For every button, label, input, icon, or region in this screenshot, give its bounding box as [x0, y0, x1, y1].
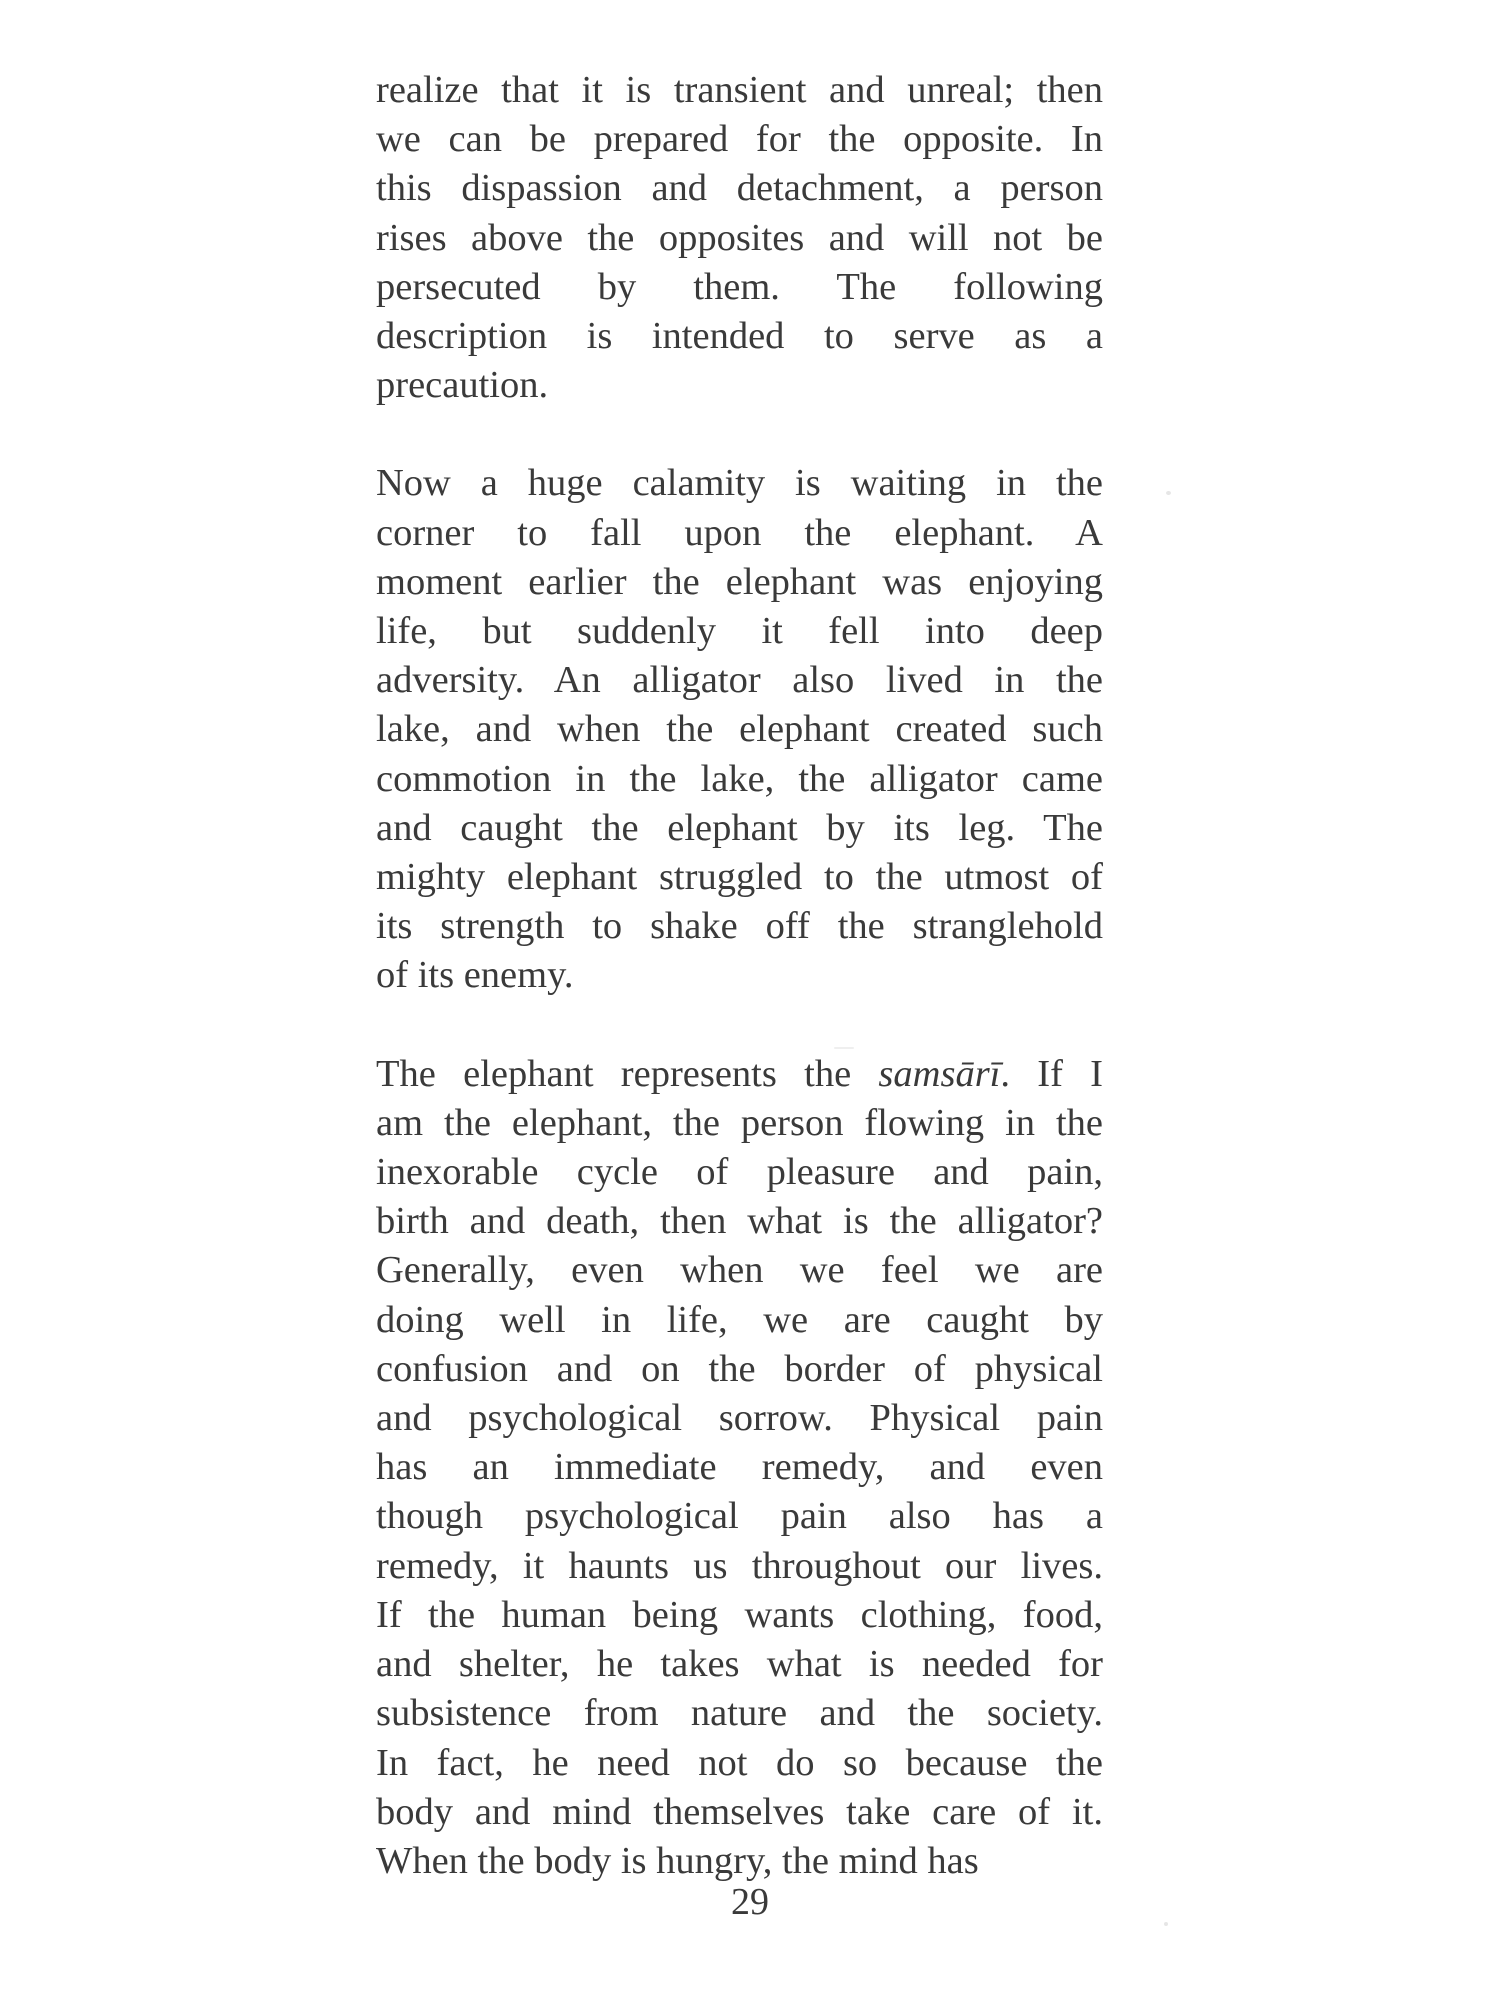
- text-line: Generally, even when we feel we are: [376, 1249, 1103, 1292]
- text-line: description is intended to serve as a: [376, 315, 1103, 358]
- text-line: adversity. An alligator also lived in the: [376, 659, 1103, 702]
- paragraph-gap: [376, 410, 1103, 459]
- text-line: If the human being wants clothing, food,: [376, 1593, 1103, 1636]
- paragraph-2: [376, 459, 1103, 1000]
- text-line: and caught the elephant by its leg. The: [376, 806, 1103, 849]
- text-line: In fact, he need not do so because the: [376, 1741, 1103, 1784]
- text-line: its strength to shake off the stranglehold: [376, 905, 1103, 948]
- text-line: birth and death, then what is the alligator?: [376, 1200, 1103, 1243]
- text-line: has an immediate remedy, and even: [376, 1446, 1103, 1489]
- text-line: life, but suddenly it fell into deep: [376, 610, 1103, 653]
- text-line: we can be prepared for the opposite. In: [376, 118, 1103, 161]
- text-line: Now a huge calamity is waiting in the: [376, 462, 1103, 505]
- scan-speck: [1164, 1922, 1168, 1926]
- text-line: The elephant represents the samsārī. If I: [376, 1052, 1103, 1095]
- italic-term: samsārī: [878, 1052, 1001, 1095]
- scan-speck: [834, 1047, 854, 1049]
- scan-speck: [1166, 491, 1171, 495]
- text-line: am the elephant, the person flowing in the: [376, 1101, 1103, 1144]
- text-line: inexorable cycle of pleasure and pain,: [376, 1151, 1103, 1194]
- text-line: remedy, it haunts us throughout our lives.: [376, 1544, 1103, 1587]
- paragraph-3: [376, 1050, 1103, 1886]
- text-line: confusion and on the border of physical: [376, 1347, 1103, 1390]
- paragraph-1: [376, 66, 1103, 410]
- text-line: mighty elephant struggled to the utmost of: [376, 856, 1103, 899]
- text-line: persecuted by them. The following: [376, 265, 1103, 308]
- text-line: though psychological pain also has a: [376, 1495, 1103, 1538]
- text-column: [376, 66, 1103, 1886]
- text-line: of its enemy.: [376, 954, 574, 997]
- text-line: doing well in life, we are caught by: [376, 1298, 1103, 1341]
- text-line: body and mind themselves take care of it.: [376, 1790, 1103, 1833]
- text-line: commotion in the lake, the alligator came: [376, 757, 1103, 800]
- text-line: When the body is hungry, the mind has: [376, 1839, 979, 1882]
- text-line: moment earlier the elephant was enjoying: [376, 560, 1103, 603]
- text-line: and shelter, he takes what is needed for: [376, 1643, 1103, 1686]
- text-line: lake, and when the elephant created such: [376, 708, 1103, 751]
- text-line: and psychological sorrow. Physical pain: [376, 1397, 1103, 1440]
- text-line: rises above the opposites and will not be: [376, 216, 1103, 259]
- page-number: 29: [731, 1881, 769, 1923]
- paragraph-gap: [376, 1001, 1103, 1050]
- text-line: this dispassion and detachment, a person: [376, 167, 1103, 210]
- text-line: realize that it is transient and unreal; then: [376, 69, 1103, 111]
- text-line: corner to fall upon the elephant. A: [376, 511, 1103, 554]
- text-line: subsistence from nature and the society.: [376, 1692, 1103, 1735]
- text-line: precaution.: [376, 364, 549, 407]
